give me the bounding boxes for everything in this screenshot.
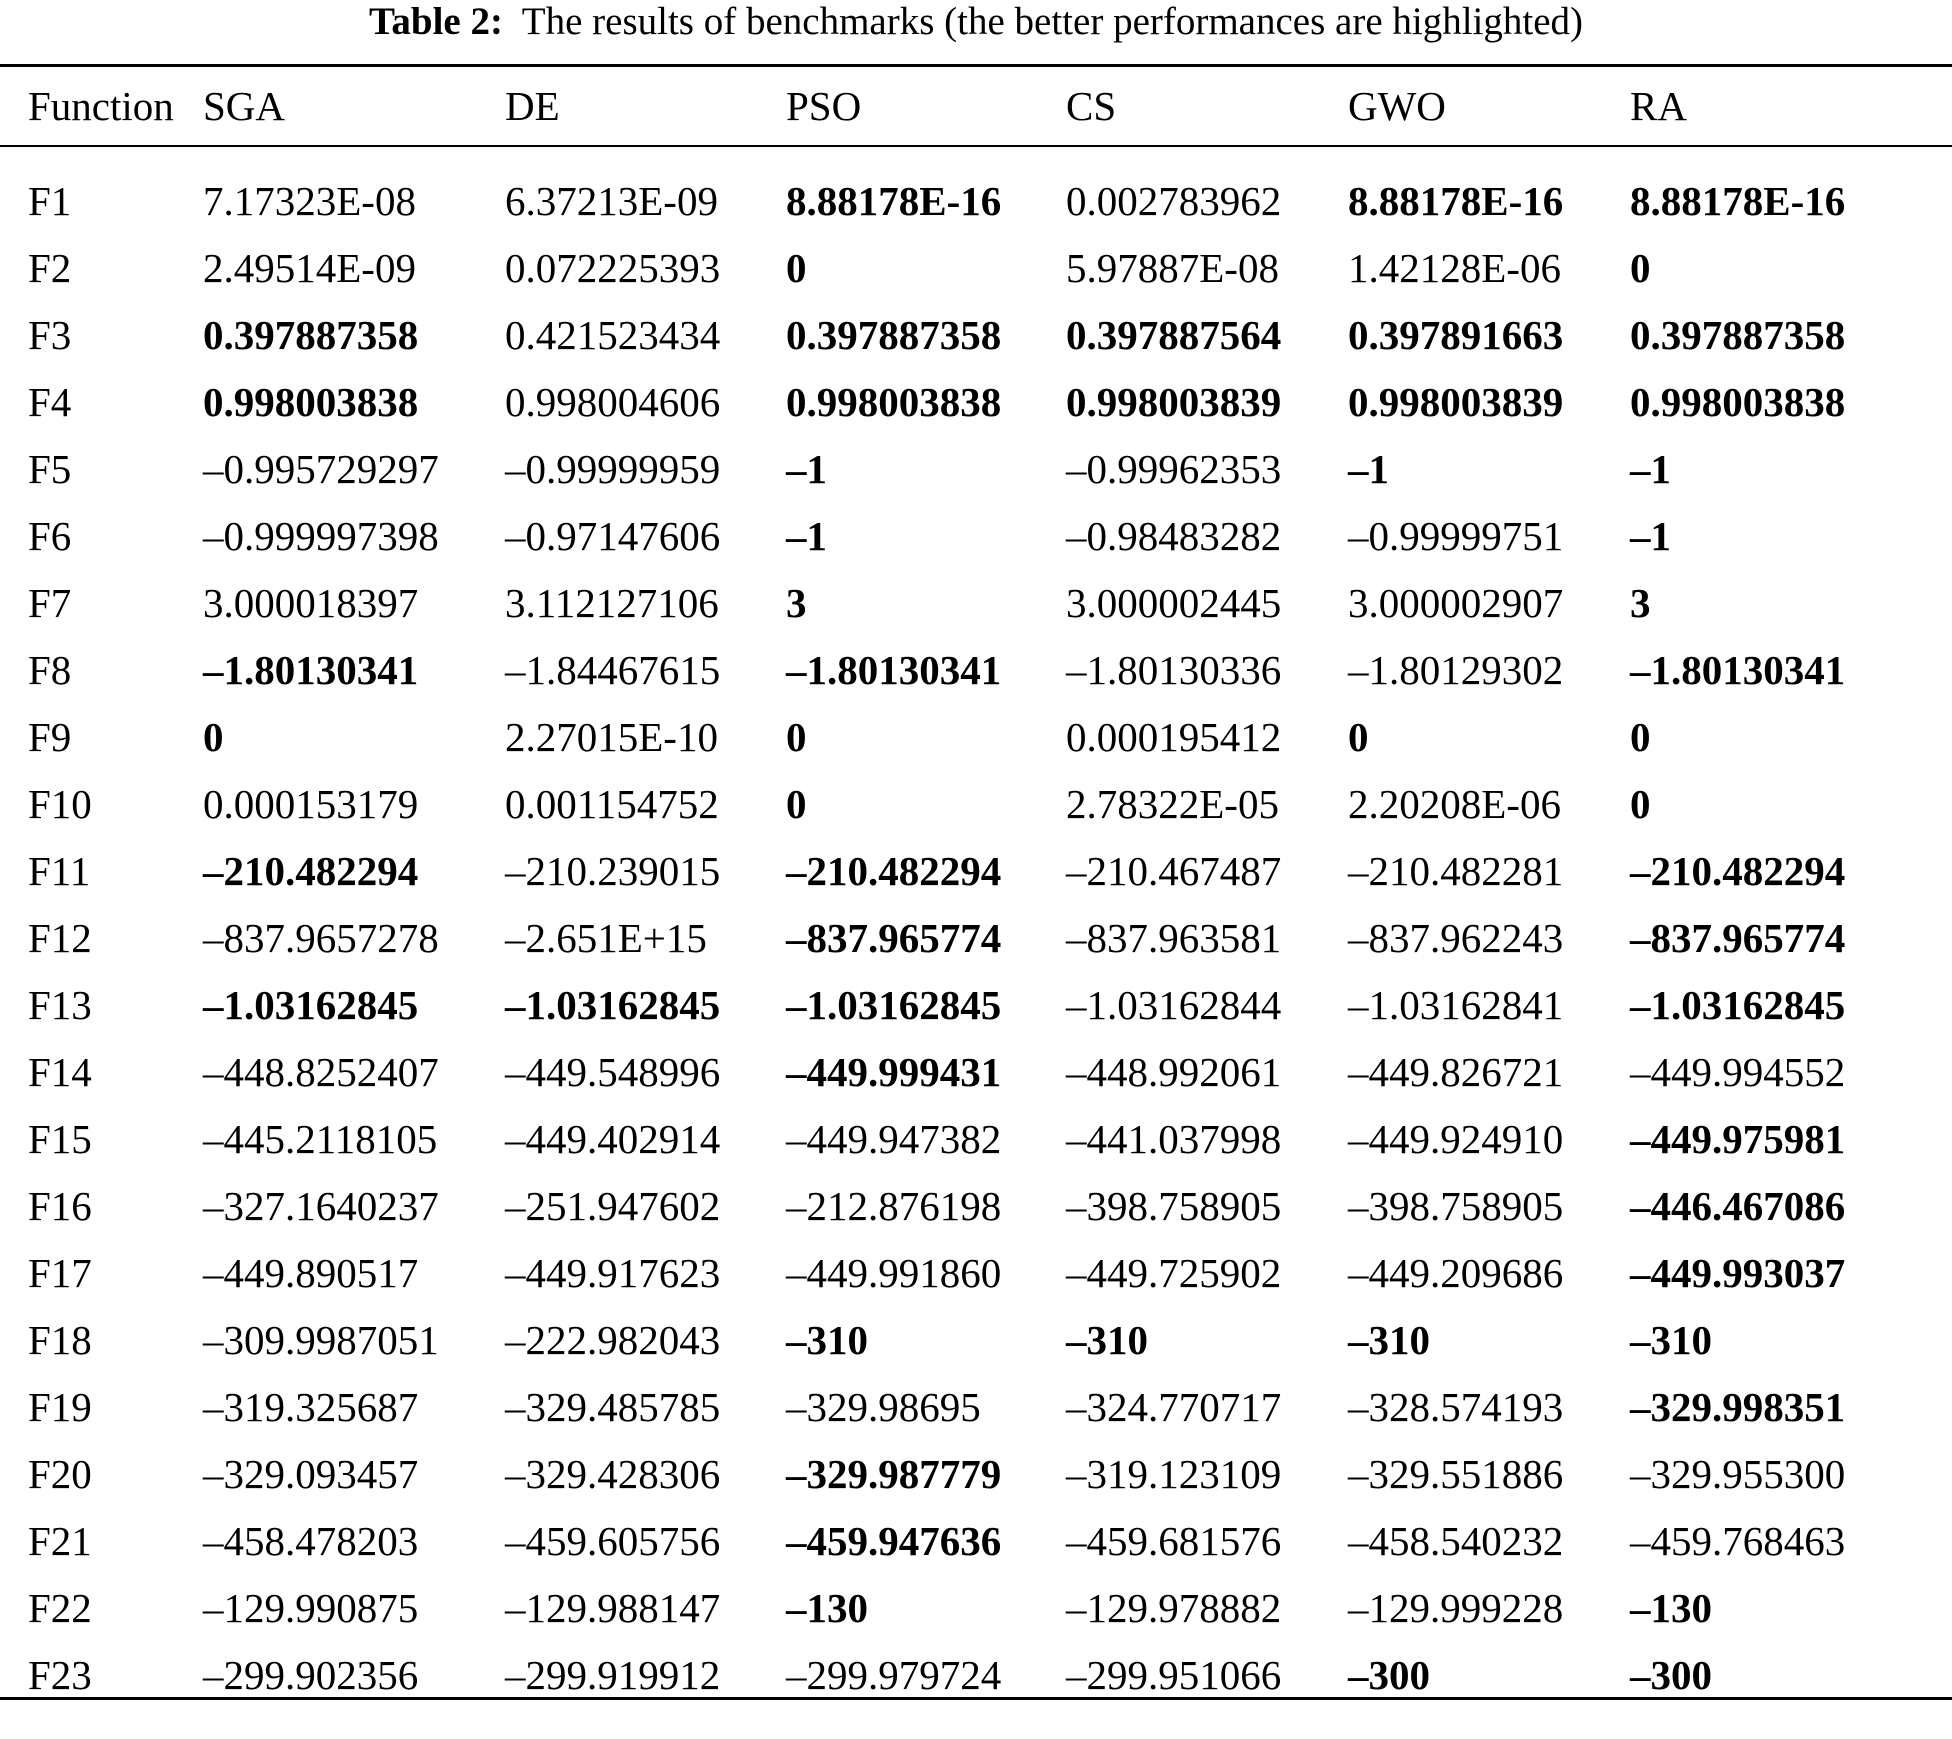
cell-sga: –299.902356	[203, 1651, 419, 1698]
cell-cs: –310	[1066, 1316, 1148, 1363]
cell-sga: 0.000153179	[203, 780, 419, 827]
cell-de: –251.947602	[505, 1182, 721, 1229]
cell-ra: 0.998003838	[1630, 378, 1846, 425]
table-row	[0, 569, 1952, 636]
cell-pso: –1	[786, 512, 827, 559]
cell-sga: –329.093457	[203, 1450, 419, 1497]
cell-pso: 0	[786, 244, 807, 291]
cell-cs: –129.978882	[1066, 1584, 1282, 1631]
cell-cs: –210.467487	[1066, 847, 1282, 894]
cell-cs: –324.770717	[1066, 1383, 1282, 1430]
cell-de: –1.03162845	[505, 981, 721, 1028]
cell-pso: 8.88178E-16	[786, 177, 1002, 224]
cell-ra: –1	[1630, 445, 1671, 492]
cell-ra: –210.482294	[1630, 847, 1846, 894]
table-row	[0, 368, 1952, 435]
cell-function: F10	[28, 780, 92, 827]
cell-sga: –1.80130341	[203, 646, 419, 693]
cell-function: F4	[28, 378, 72, 425]
cell-ra: –300	[1630, 1651, 1712, 1698]
cell-sga: 0.998003838	[203, 378, 419, 425]
cell-sga: –309.9987051	[203, 1316, 439, 1363]
cell-pso: –299.979724	[786, 1651, 1002, 1698]
cell-ra: 8.88178E-16	[1630, 177, 1846, 224]
cell-cs: 2.78322E-05	[1066, 780, 1279, 827]
header-sga: SGA	[203, 83, 286, 129]
cell-function: F2	[28, 244, 72, 291]
cell-function: F19	[28, 1383, 92, 1430]
cell-ra: –449.994552	[1630, 1048, 1846, 1095]
cell-function: F9	[28, 713, 72, 760]
cell-ra: 0	[1630, 780, 1651, 827]
table-row	[0, 1306, 1952, 1373]
cell-function: F18	[28, 1316, 92, 1363]
table-row	[0, 1172, 1952, 1239]
header-gwo: GWO	[1348, 83, 1446, 129]
caption-label: Table 2:	[368, 0, 503, 43]
cell-pso: –1	[786, 445, 827, 492]
table-row	[0, 502, 1952, 569]
cell-function: F16	[28, 1182, 92, 1229]
cell-de: –0.99999959	[505, 445, 721, 492]
cell-gwo: 0.998003839	[1348, 378, 1564, 425]
table-row	[0, 703, 1952, 770]
table-row	[0, 145, 1952, 234]
header-de: DE	[505, 83, 560, 129]
table-row	[0, 1105, 1952, 1172]
header-cs: CS	[1066, 83, 1117, 129]
cell-sga: –1.03162845	[203, 981, 419, 1028]
cell-sga: –129.990875	[203, 1584, 419, 1631]
cell-function: F15	[28, 1115, 92, 1162]
cell-de: –449.548996	[505, 1048, 721, 1095]
cell-de: –2.651E+15	[505, 914, 707, 961]
cell-pso: –210.482294	[786, 847, 1002, 894]
cell-gwo: 0.397891663	[1348, 311, 1564, 358]
cell-cs: 0.000195412	[1066, 713, 1282, 760]
cell-gwo: –449.826721	[1348, 1048, 1564, 1095]
cell-pso: –329.98695	[786, 1383, 981, 1430]
table-body	[0, 145, 1952, 1708]
cell-de: 0.421523434	[505, 311, 721, 358]
table-row	[0, 1038, 1952, 1105]
header-ra: RA	[1630, 83, 1687, 129]
cell-ra: –1.03162845	[1630, 981, 1846, 1028]
cell-pso: 3	[786, 579, 807, 626]
cell-ra: 3	[1630, 579, 1651, 626]
table-row	[0, 301, 1952, 368]
cell-ra: –446.467086	[1630, 1182, 1846, 1229]
table-row	[0, 1574, 1952, 1641]
cell-pso: –449.947382	[786, 1115, 1002, 1162]
cell-ra: 0	[1630, 713, 1651, 760]
cell-gwo: –1.80129302	[1348, 646, 1564, 693]
cell-function: F11	[28, 847, 91, 894]
cell-sga: –0.995729297	[203, 445, 439, 492]
cell-de: –210.239015	[505, 847, 721, 894]
cell-gwo: –1.03162841	[1348, 981, 1564, 1028]
cell-cs: 0.397887564	[1066, 311, 1282, 358]
table-row	[0, 1440, 1952, 1507]
cell-pso: –449.991860	[786, 1249, 1002, 1296]
cell-pso: –449.999431	[786, 1048, 1002, 1095]
cell-cs: 0.998003839	[1066, 378, 1282, 425]
cell-pso: –837.965774	[786, 914, 1002, 961]
cell-sga: –445.2118105	[203, 1115, 438, 1162]
cell-gwo: –328.574193	[1348, 1383, 1564, 1430]
cell-de: –129.988147	[505, 1584, 721, 1631]
cell-function: F7	[28, 579, 72, 626]
cell-gwo: 2.20208E-06	[1348, 780, 1561, 827]
header-pso: PSO	[786, 83, 862, 129]
cell-gwo: –0.99999751	[1348, 512, 1564, 559]
cell-de: –449.402914	[505, 1115, 721, 1162]
cell-cs: –448.992061	[1066, 1048, 1282, 1095]
cell-function: F23	[28, 1651, 92, 1698]
cell-ra: 0.397887358	[1630, 311, 1846, 358]
cell-function: F12	[28, 914, 92, 961]
cell-de: –0.97147606	[505, 512, 721, 559]
cell-gwo: –210.482281	[1348, 847, 1564, 894]
cell-function: F3	[28, 311, 72, 358]
cell-sga: –458.478203	[203, 1517, 419, 1564]
cell-sga: –210.482294	[203, 847, 419, 894]
cell-gwo: –837.962243	[1348, 914, 1564, 961]
cell-gwo: –449.209686	[1348, 1249, 1564, 1296]
cell-de: –459.605756	[505, 1517, 721, 1564]
cell-cs: –837.963581	[1066, 914, 1282, 961]
cell-function: F8	[28, 646, 72, 693]
cell-de: 0.072225393	[505, 244, 721, 291]
cell-de: 0.001154752	[505, 780, 719, 827]
cell-pso: 0.998003838	[786, 378, 1002, 425]
cell-de: 3.112127106	[505, 579, 719, 626]
cell-ra: –1	[1630, 512, 1671, 559]
cell-gwo: –329.551886	[1348, 1450, 1564, 1497]
table-row	[0, 234, 1952, 301]
cell-gwo: –449.924910	[1348, 1115, 1564, 1162]
cell-ra: –837.965774	[1630, 914, 1846, 961]
cell-de: 2.27015E-10	[505, 713, 718, 760]
cell-ra: –130	[1630, 1584, 1712, 1631]
table-row	[0, 837, 1952, 904]
table-row	[0, 971, 1952, 1038]
cell-gwo: 3.000002907	[1348, 579, 1564, 626]
caption-text: The results of benchmarks (the better performances are highlighted)	[521, 0, 1584, 43]
cell-de: 0.998004606	[505, 378, 721, 425]
cell-gwo: 0	[1348, 713, 1369, 760]
cell-cs: –1.80130336	[1066, 646, 1282, 693]
cell-pso: –1.80130341	[786, 646, 1002, 693]
cell-gwo: –300	[1348, 1651, 1430, 1698]
header-function: Function	[28, 83, 174, 129]
table-row	[0, 1641, 1952, 1708]
cell-function: F1	[28, 177, 72, 224]
cell-gwo: 8.88178E-16	[1348, 177, 1564, 224]
cell-gwo: –1	[1348, 445, 1389, 492]
cell-function: F13	[28, 981, 92, 1028]
cell-ra: –449.975981	[1630, 1115, 1846, 1162]
cell-sga: –448.8252407	[203, 1048, 439, 1095]
table-caption	[0, 0, 1952, 60]
cell-de: –1.84467615	[505, 646, 721, 693]
table-row	[0, 770, 1952, 837]
cell-sga: 7.17323E-08	[203, 177, 416, 224]
cell-de: –449.917623	[505, 1249, 721, 1296]
cell-cs: –0.99962353	[1066, 445, 1282, 492]
cell-cs: –449.725902	[1066, 1249, 1282, 1296]
cell-pso: 0	[786, 713, 807, 760]
cell-gwo: –310	[1348, 1316, 1430, 1363]
benchmark-results-table	[0, 67, 1952, 1708]
cell-sga: –837.9657278	[203, 914, 439, 961]
cell-ra: –449.993037	[1630, 1249, 1846, 1296]
cell-function: F21	[28, 1517, 92, 1564]
cell-cs: –398.758905	[1066, 1182, 1282, 1229]
cell-sga: 3.000018397	[203, 579, 419, 626]
cell-pso: 0.397887358	[786, 311, 1002, 358]
cell-function: F22	[28, 1584, 92, 1631]
cell-pso: 0	[786, 780, 807, 827]
cell-ra: –329.998351	[1630, 1383, 1846, 1430]
cell-cs: 5.97887E-08	[1066, 244, 1279, 291]
cell-function: F14	[28, 1048, 92, 1095]
cell-cs: –299.951066	[1066, 1651, 1282, 1698]
table-row	[0, 904, 1952, 971]
cell-cs: –459.681576	[1066, 1517, 1282, 1564]
table-row	[0, 435, 1952, 502]
cell-cs: 0.002783962	[1066, 177, 1282, 224]
cell-cs: –0.98483282	[1066, 512, 1282, 559]
table-header-row	[0, 67, 1952, 145]
cell-sga: –0.999997398	[203, 512, 439, 559]
cell-pso: –459.947636	[786, 1517, 1002, 1564]
table-row	[0, 1373, 1952, 1440]
cell-ra: 0	[1630, 244, 1651, 291]
cell-ra: –329.955300	[1630, 1450, 1846, 1497]
cell-gwo: 1.42128E-06	[1348, 244, 1561, 291]
cell-function: F20	[28, 1450, 92, 1497]
cell-sga: 0	[203, 713, 224, 760]
cell-sga: 0.397887358	[203, 311, 419, 358]
cell-gwo: –398.758905	[1348, 1182, 1564, 1229]
cell-function: F6	[28, 512, 72, 559]
cell-de: –329.428306	[505, 1450, 721, 1497]
cell-de: –299.919912	[505, 1651, 721, 1698]
table-row	[0, 1239, 1952, 1306]
cell-gwo: –129.999228	[1348, 1584, 1564, 1631]
cell-gwo: –458.540232	[1348, 1517, 1564, 1564]
cell-sga: –327.1640237	[203, 1182, 439, 1229]
cell-cs: –1.03162844	[1066, 981, 1282, 1028]
cell-cs: –441.037998	[1066, 1115, 1282, 1162]
table-row	[0, 1507, 1952, 1574]
cell-pso: –212.876198	[786, 1182, 1002, 1229]
cell-ra: –459.768463	[1630, 1517, 1846, 1564]
cell-cs: 3.000002445	[1066, 579, 1282, 626]
cell-function: F5	[28, 445, 72, 492]
cell-pso: –329.987779	[786, 1450, 1002, 1497]
cell-ra: –1.80130341	[1630, 646, 1846, 693]
cell-function: F17	[28, 1249, 92, 1296]
cell-pso: –130	[786, 1584, 868, 1631]
cell-sga: 2.49514E-09	[203, 244, 416, 291]
cell-pso: –310	[786, 1316, 868, 1363]
cell-sga: –319.325687	[203, 1383, 419, 1430]
cell-ra: –310	[1630, 1316, 1712, 1363]
cell-de: –329.485785	[505, 1383, 721, 1430]
cell-de: –222.982043	[505, 1316, 721, 1363]
cell-de: 6.37213E-09	[505, 177, 718, 224]
cell-cs: –319.123109	[1066, 1450, 1282, 1497]
cell-pso: –1.03162845	[786, 981, 1002, 1028]
table-row	[0, 636, 1952, 703]
cell-sga: –449.890517	[203, 1249, 419, 1296]
